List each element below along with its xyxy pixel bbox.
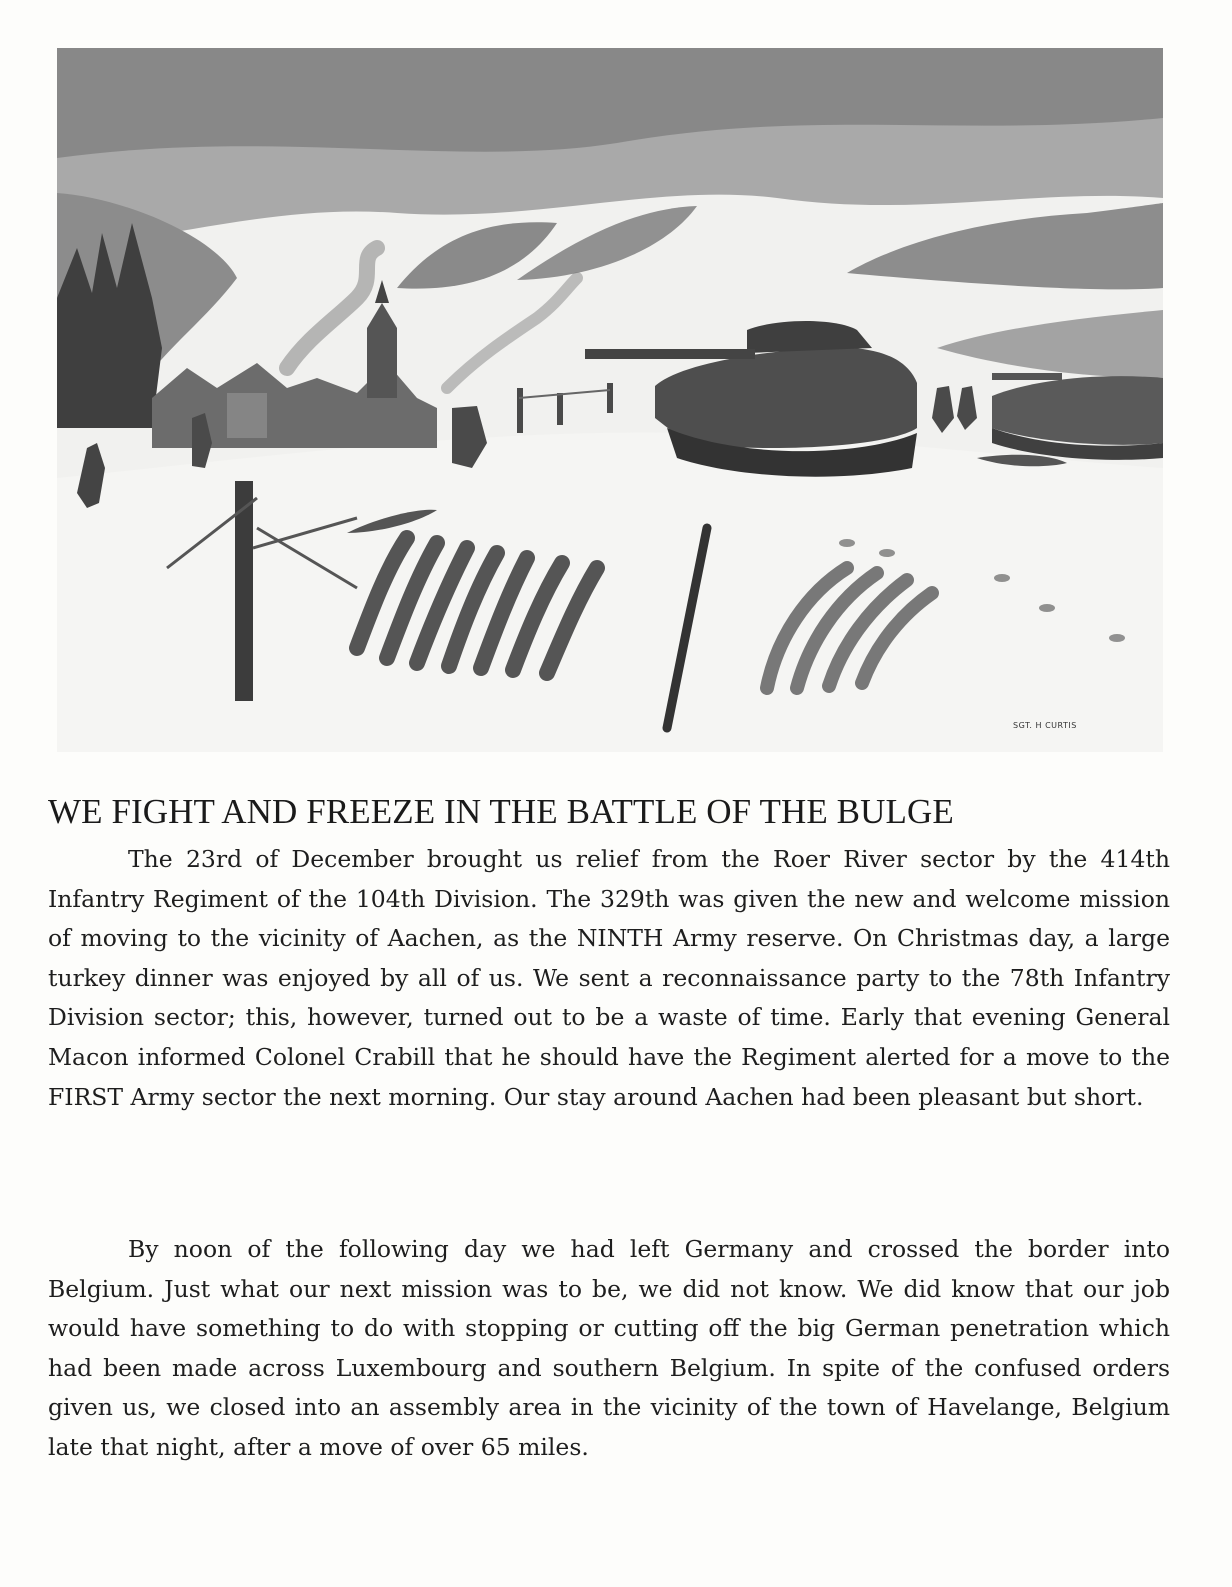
article-heading: WE FIGHT AND FREEZE IN THE BATTLE OF THE BULGE <box>48 792 954 831</box>
body-paragraph-2: By noon of the following day we had left Germany and crossed the border into Belgium. Just what our next mission was to be, we did not know. We did know that our job would have something to do with stopping or cutting off the big German penetration which had been made across Luxembourg and southern Belgium. In spite of the confused orders given us, we closed into an assembly area in the vicinity of the town of Havelange, Belgium late that night, after a move of over 65 miles. <box>48 1235 1170 1461</box>
artist-signature: SGT. H CURTIS <box>1013 721 1077 730</box>
winter-battlefield-painting-icon <box>57 48 1163 752</box>
winter-battlefield-painting <box>57 48 1163 752</box>
body-paragraph-1: The 23rd of December brought us relief from the Roer River sector by the 414th Infantry Regiment of the 104th Division. The 329th was given the new and welcome mission of moving to the vicinity of Aachen, as the NINTH Army reserve. On Christmas day, a large turkey dinner was enjoyed by all of us. We sent a reconnaissance party to the 78th Infantry Division sector; this, however, turned out to be a waste of time. Early that evening General Macon informed Colonel Crabill that he should have the Regiment alerted for a move to the FIRST Army sector the next morning. Our stay around Aachen had been pleasant but short. <box>48 845 1170 1111</box>
